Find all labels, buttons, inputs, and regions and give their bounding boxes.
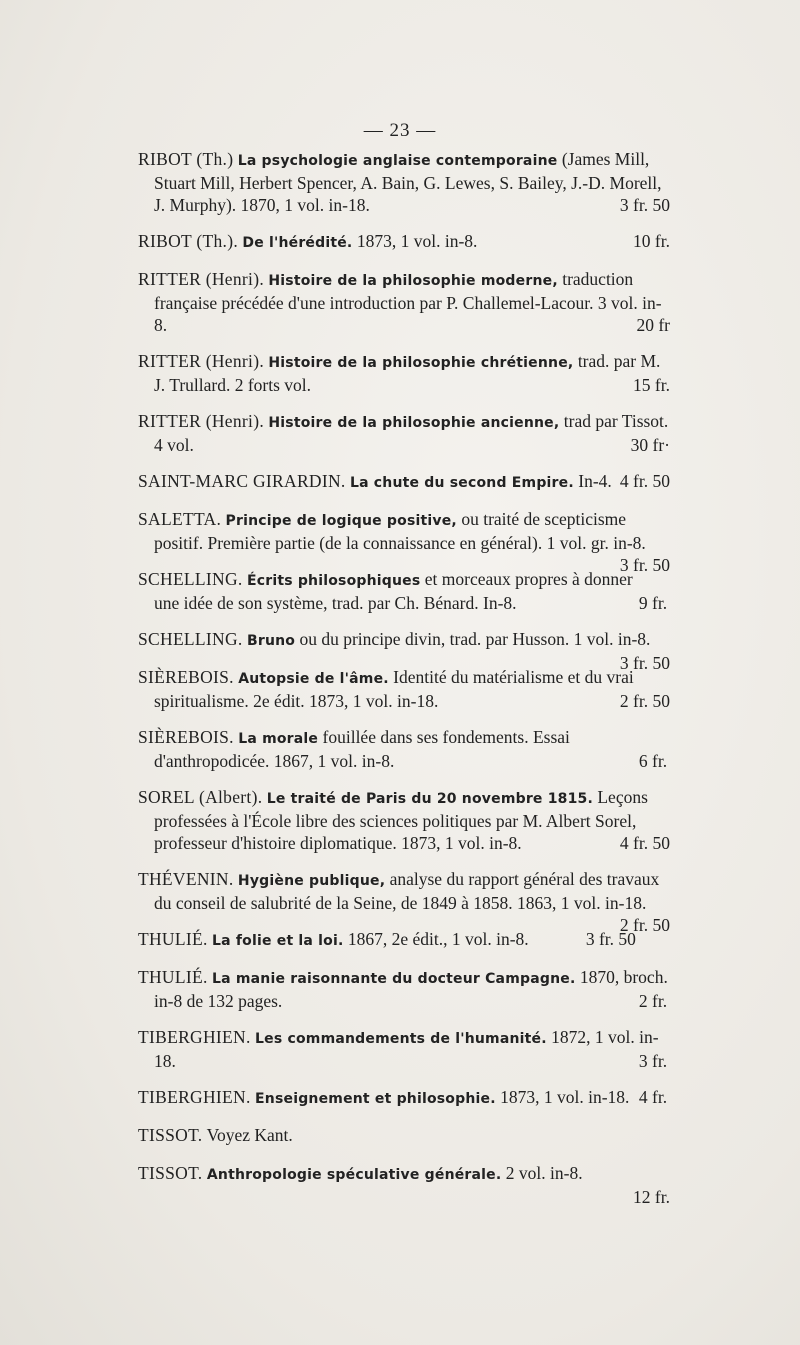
- catalog-entries: [138, 148, 670, 1222]
- catalog-entry: [138, 230, 670, 254]
- entry-title: Bruno: [246, 633, 296, 649]
- catalog-entry: [138, 1162, 670, 1208]
- entry-text: ou du principe divin, trad. par Husson. 1 vol. in-8.: [299, 629, 651, 649]
- entry-title: Histoire de la philosophie moderne,: [268, 273, 558, 289]
- entry-author: RITTER (Henri).: [138, 269, 264, 289]
- catalog-entry: [138, 928, 670, 952]
- catalog-entry: [138, 148, 670, 216]
- entry-price: 6 fr.: [638, 751, 668, 771]
- entry-title: La folie et la loi.: [212, 933, 344, 949]
- catalog-entry: [138, 666, 670, 712]
- entry-price: 30 fr·: [630, 435, 670, 455]
- entry-author: THÉVENIN.: [138, 869, 234, 889]
- entry-text: 2 vol. in-8.: [505, 1163, 583, 1183]
- entry-title: Principe de logique positive,: [225, 513, 457, 529]
- entry-author: SCHELLING.: [138, 629, 243, 649]
- entry-title: Les commandements de l'humanité.: [255, 1031, 547, 1047]
- entry-text: analyse du rapport général des travaux du conseil de salubrité de la Seine, de 1849 à 1858. 1863, 1 vol. in-18.: [154, 869, 660, 913]
- entry-author: SIÈREBOIS.: [138, 667, 234, 687]
- entry-author: RITTER (Henri).: [138, 411, 264, 431]
- entry-price: 20 fr: [636, 315, 670, 335]
- entry-price: 4 fr. 50: [619, 471, 670, 491]
- entry-price: 3 fr. 50: [619, 555, 670, 575]
- entry-price: 3 fr.: [638, 1051, 668, 1071]
- entry-title: Autopsie de l'âme.: [238, 671, 389, 687]
- entry-title: La chute du second Empire.: [349, 475, 574, 491]
- entry-author: RIBOT (Th.): [138, 149, 234, 169]
- entry-text: Leçons professées à l'École libre des sciences politiques par M. Albert Sorel, professeur d'histoire diplomatique. 1873, 1 vol. in-8.: [154, 787, 648, 853]
- page-number: — 23 —: [363, 120, 437, 141]
- entry-text: Identité du matérialisme et du vrai spiritualisme. 2e édit. 1873, 1 vol. in-18.: [154, 667, 634, 711]
- catalog-entry: [138, 568, 670, 614]
- entry-author: TISSOT.: [138, 1125, 203, 1145]
- entry-text: 1867, 2e édit., 1 vol. in-8.: [347, 929, 529, 949]
- entry-price: 2 fr. 50: [619, 691, 670, 711]
- entry-price: 3 fr. 50: [585, 929, 636, 949]
- entry-text: 1873, 1 vol. in-18.: [500, 1087, 630, 1107]
- entry-author: SAINT-MARC GIRARDIN.: [138, 471, 346, 491]
- entry-title: Écrits philosophiques: [246, 573, 421, 589]
- entry-title: Hygiène publique,: [237, 873, 386, 889]
- entry-title: La morale: [238, 731, 319, 747]
- entry-price: 4 fr.: [638, 1087, 668, 1107]
- catalog-entry: [138, 1124, 670, 1148]
- entry-text: trad par Tissot. 4 vol.: [154, 411, 669, 455]
- entry-title: Le traité de Paris du 20 novembre 1815.: [266, 791, 593, 807]
- entry-text: 1872, 1 vol. in-18.: [154, 1027, 659, 1071]
- entry-title: La manie raisonnante du docteur Campagne.: [212, 971, 576, 987]
- entry-title: Anthropologie spéculative générale.: [206, 1167, 502, 1183]
- entry-author: TIBERGHIEN.: [138, 1087, 251, 1107]
- entry-text: Voyez Kant.: [206, 1125, 293, 1145]
- entry-text: ou traité de scepticisme positif. Première partie (de la connaissance en général). 1 vol. gr. in-8.: [154, 509, 646, 553]
- entry-text: et morceaux propres à donner une idée de son système, trad. par Ch. Bénard. In-8.: [154, 569, 633, 613]
- catalog-entry: [138, 966, 670, 1012]
- entry-text: In-4.: [578, 471, 612, 491]
- entry-text: (James Mill, Stuart Mill, Herbert Spencer, A. Bain, G. Lewes, S. Bailey, J.-D. Morell, J. Murphy). 1870, 1 vol. in-18.: [154, 149, 662, 215]
- entry-text: trad. par M. J. Trullard. 2 forts vol.: [154, 351, 661, 395]
- entry-price: 3 fr. 50: [619, 195, 670, 215]
- entry-author: SIÈREBOIS.: [138, 727, 234, 747]
- entry-title: Histoire de la philosophie ancienne,: [268, 415, 560, 431]
- entry-text: traduction française précédée d'une introduction par P. Challemel-Lacour. 3 vol. in-8.: [154, 269, 662, 335]
- entry-title: De l'hérédité.: [242, 235, 353, 251]
- entry-author: SCHELLING.: [138, 569, 243, 589]
- catalog-entry: [138, 1026, 670, 1072]
- entry-price: 12 fr.: [633, 1187, 670, 1207]
- entry-price: 9 fr.: [638, 593, 668, 613]
- entry-text: fouillée dans ses fondements. Essai d'anthropodicée. 1867, 1 vol. in-8.: [154, 727, 570, 771]
- entry-author: RIBOT (Th.).: [138, 231, 239, 251]
- entry-author: TISSOT.: [138, 1163, 203, 1183]
- entry-price: 3 fr. 50: [619, 653, 670, 673]
- entry-author: SOREL (Albert).: [138, 787, 263, 807]
- catalog-entry: [138, 726, 670, 772]
- entry-author: TIBERGHIEN.: [138, 1027, 251, 1047]
- entry-author: RITTER (Henri).: [138, 351, 264, 371]
- entry-price: 4 fr. 50: [619, 833, 670, 853]
- catalog-entry: [138, 470, 670, 494]
- entry-price: 10 fr.: [633, 231, 670, 251]
- entry-text: 1873, 1 vol. in-8.: [356, 231, 478, 251]
- entry-price: 2 fr. 50: [619, 915, 670, 935]
- entry-price: 15 fr.: [633, 375, 670, 395]
- catalog-entry: [138, 410, 670, 456]
- catalog-entry: [138, 786, 670, 854]
- catalog-entry: [138, 508, 670, 575]
- entry-author: THULIÉ.: [138, 967, 208, 987]
- entry-author: SALETTA.: [138, 509, 222, 529]
- catalog-entry: [138, 350, 670, 396]
- entry-author: THULIÉ.: [138, 929, 208, 949]
- catalog-entry: [138, 268, 670, 336]
- catalog-entry: [138, 628, 670, 673]
- entry-title: La psychologie anglaise contemporaine: [237, 153, 558, 169]
- catalog-entry: [138, 868, 670, 935]
- entry-title: Enseignement et philosophie.: [255, 1091, 496, 1107]
- entry-price: 2 fr.: [638, 991, 668, 1011]
- catalog-entry: [138, 1086, 670, 1110]
- entry-title: Histoire de la philosophie chrétienne,: [268, 355, 574, 371]
- entry-text: 1870, broch. in-8 de 132 pages.: [154, 967, 668, 1011]
